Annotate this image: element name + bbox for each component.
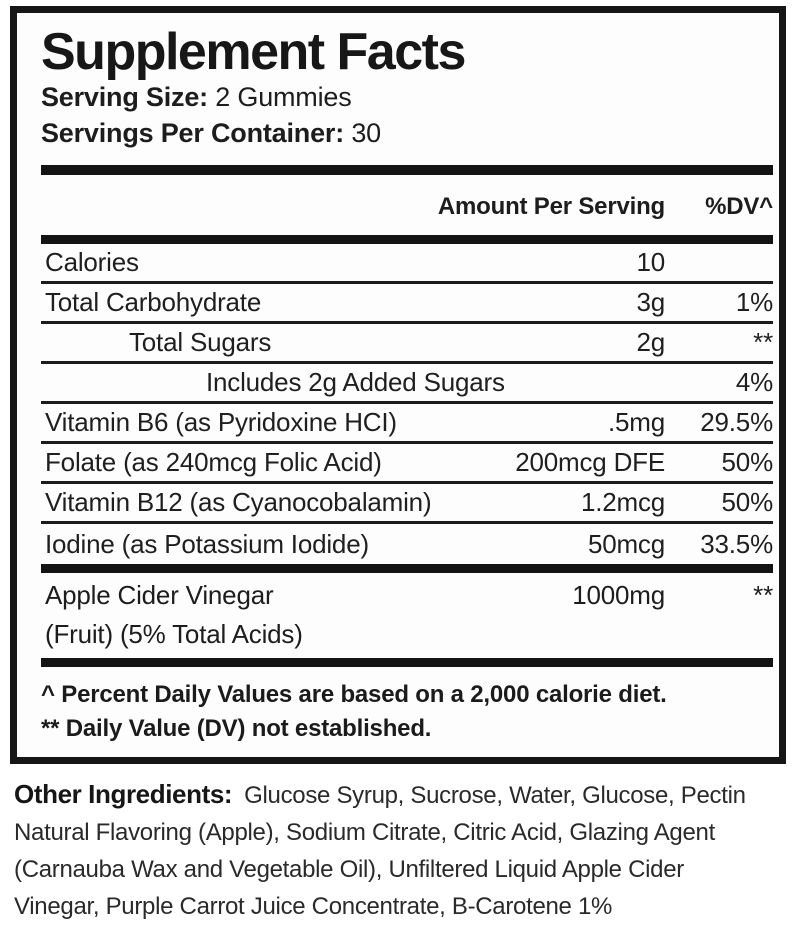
servings-per-container-label: Servings Per Container: [41,118,344,148]
other-ingredients-line4: Vinegar, Purple Carrot Juice Concentrate, B-Carotene 1% [14,893,613,920]
divider-thick-header [41,235,773,244]
nutrient-dv: 29.5% [700,407,773,437]
nutrient-name: Total Sugars [129,327,272,357]
nutrient-name: Total Carbohydrate [45,287,262,317]
other-ingredients-section [14,776,789,925]
servings-per-container-line [41,115,773,151]
nutrient-name: Includes 2g Added Sugars [206,367,505,397]
table-row-vitamin-b6 [41,404,773,444]
servings-per-container-value: 30 [351,118,381,148]
table-row-total-sugars [41,324,773,364]
nutrient-amount: 2g [636,327,665,357]
nutrient-name: Vitamin B12 (as Cyanocobalamin) [45,487,432,517]
nutrient-dv: ** [753,580,773,610]
nutrient-name: Iodine (as Potassium Iodide) [45,528,369,559]
panel-title: Supplement Facts [41,23,465,81]
nutrient-amount: 1000mg [572,580,665,610]
other-ingredients-text1: Glucose Syrup, Sucrose, Water, Glucose, Pectin [244,782,746,809]
nutrient-amount: 3g [636,287,665,317]
supplement-facts-panel [10,6,786,764]
table-row-added-sugars [41,364,773,404]
nutrient-name: Apple Cider Vinegar [45,580,274,610]
footnote-daily-values: ^ Percent Daily Values are based on a 2,000 calorie diet. [41,681,667,708]
nutrient-name: Folate (as 240mcg Folic Acid) [45,447,382,477]
divider-thick-top [41,165,773,175]
other-ingredients-line3: (Carnauba Wax and Vegetable Oil), Unfiltered Liquid Apple Cider [14,856,684,883]
nutrient-dv: 33.5% [700,528,773,559]
amount-column-header: Amount Per Serving [437,193,665,220]
nutrient-amount: 1.2mcg [580,487,665,517]
other-ingredients-line2: Natural Flavoring (Apple), Sodium Citrate, Citric Acid, Glazing Agent [14,819,715,846]
serving-size-label: Serving Size: [41,82,208,112]
footnotes-section [41,667,773,746]
nutrient-dv: 1% [735,287,773,317]
dv-column-header: %DV^ [705,193,773,220]
nutrient-name: Calories [45,247,139,277]
divider-thick-acv [41,564,773,573]
nutrient-amount: .5mg [607,407,665,437]
acv-row-line1 [41,576,773,615]
serving-size-value: 2 Gummies [215,82,352,112]
table-row-vitamin-b12 [41,484,773,524]
serving-size-line [41,79,773,115]
table-row-folate [41,444,773,484]
nutrient-dv: 50% [721,447,773,477]
nutrient-name: Vitamin B6 (as Pyridoxine HCI) [45,407,397,437]
nutrient-amount: 200mcg DFE [515,447,665,477]
nutrient-amount: 50mcg [587,528,665,559]
footnote-dv-not-established: ** Daily Value (DV) not established. [41,715,432,742]
table-row-total-carbohydrate [41,284,773,324]
acv-row-line2: (Fruit) (5% Total Acids) [45,619,303,649]
divider-thick-footnote [41,658,773,667]
other-ingredients-heading: Other Ingredients: [14,779,233,809]
nutrient-dv: 50% [721,487,773,517]
table-row-iodine [41,524,773,564]
table-header-row [41,175,773,235]
table-row-apple-cider-vinegar [41,573,773,658]
nutrient-dv: ** [753,327,773,357]
nutrient-amount: 10 [636,247,665,277]
other-ingredients-line1 [14,776,789,814]
table-row-calories [41,244,773,284]
nutrient-dv: 4% [735,367,773,397]
